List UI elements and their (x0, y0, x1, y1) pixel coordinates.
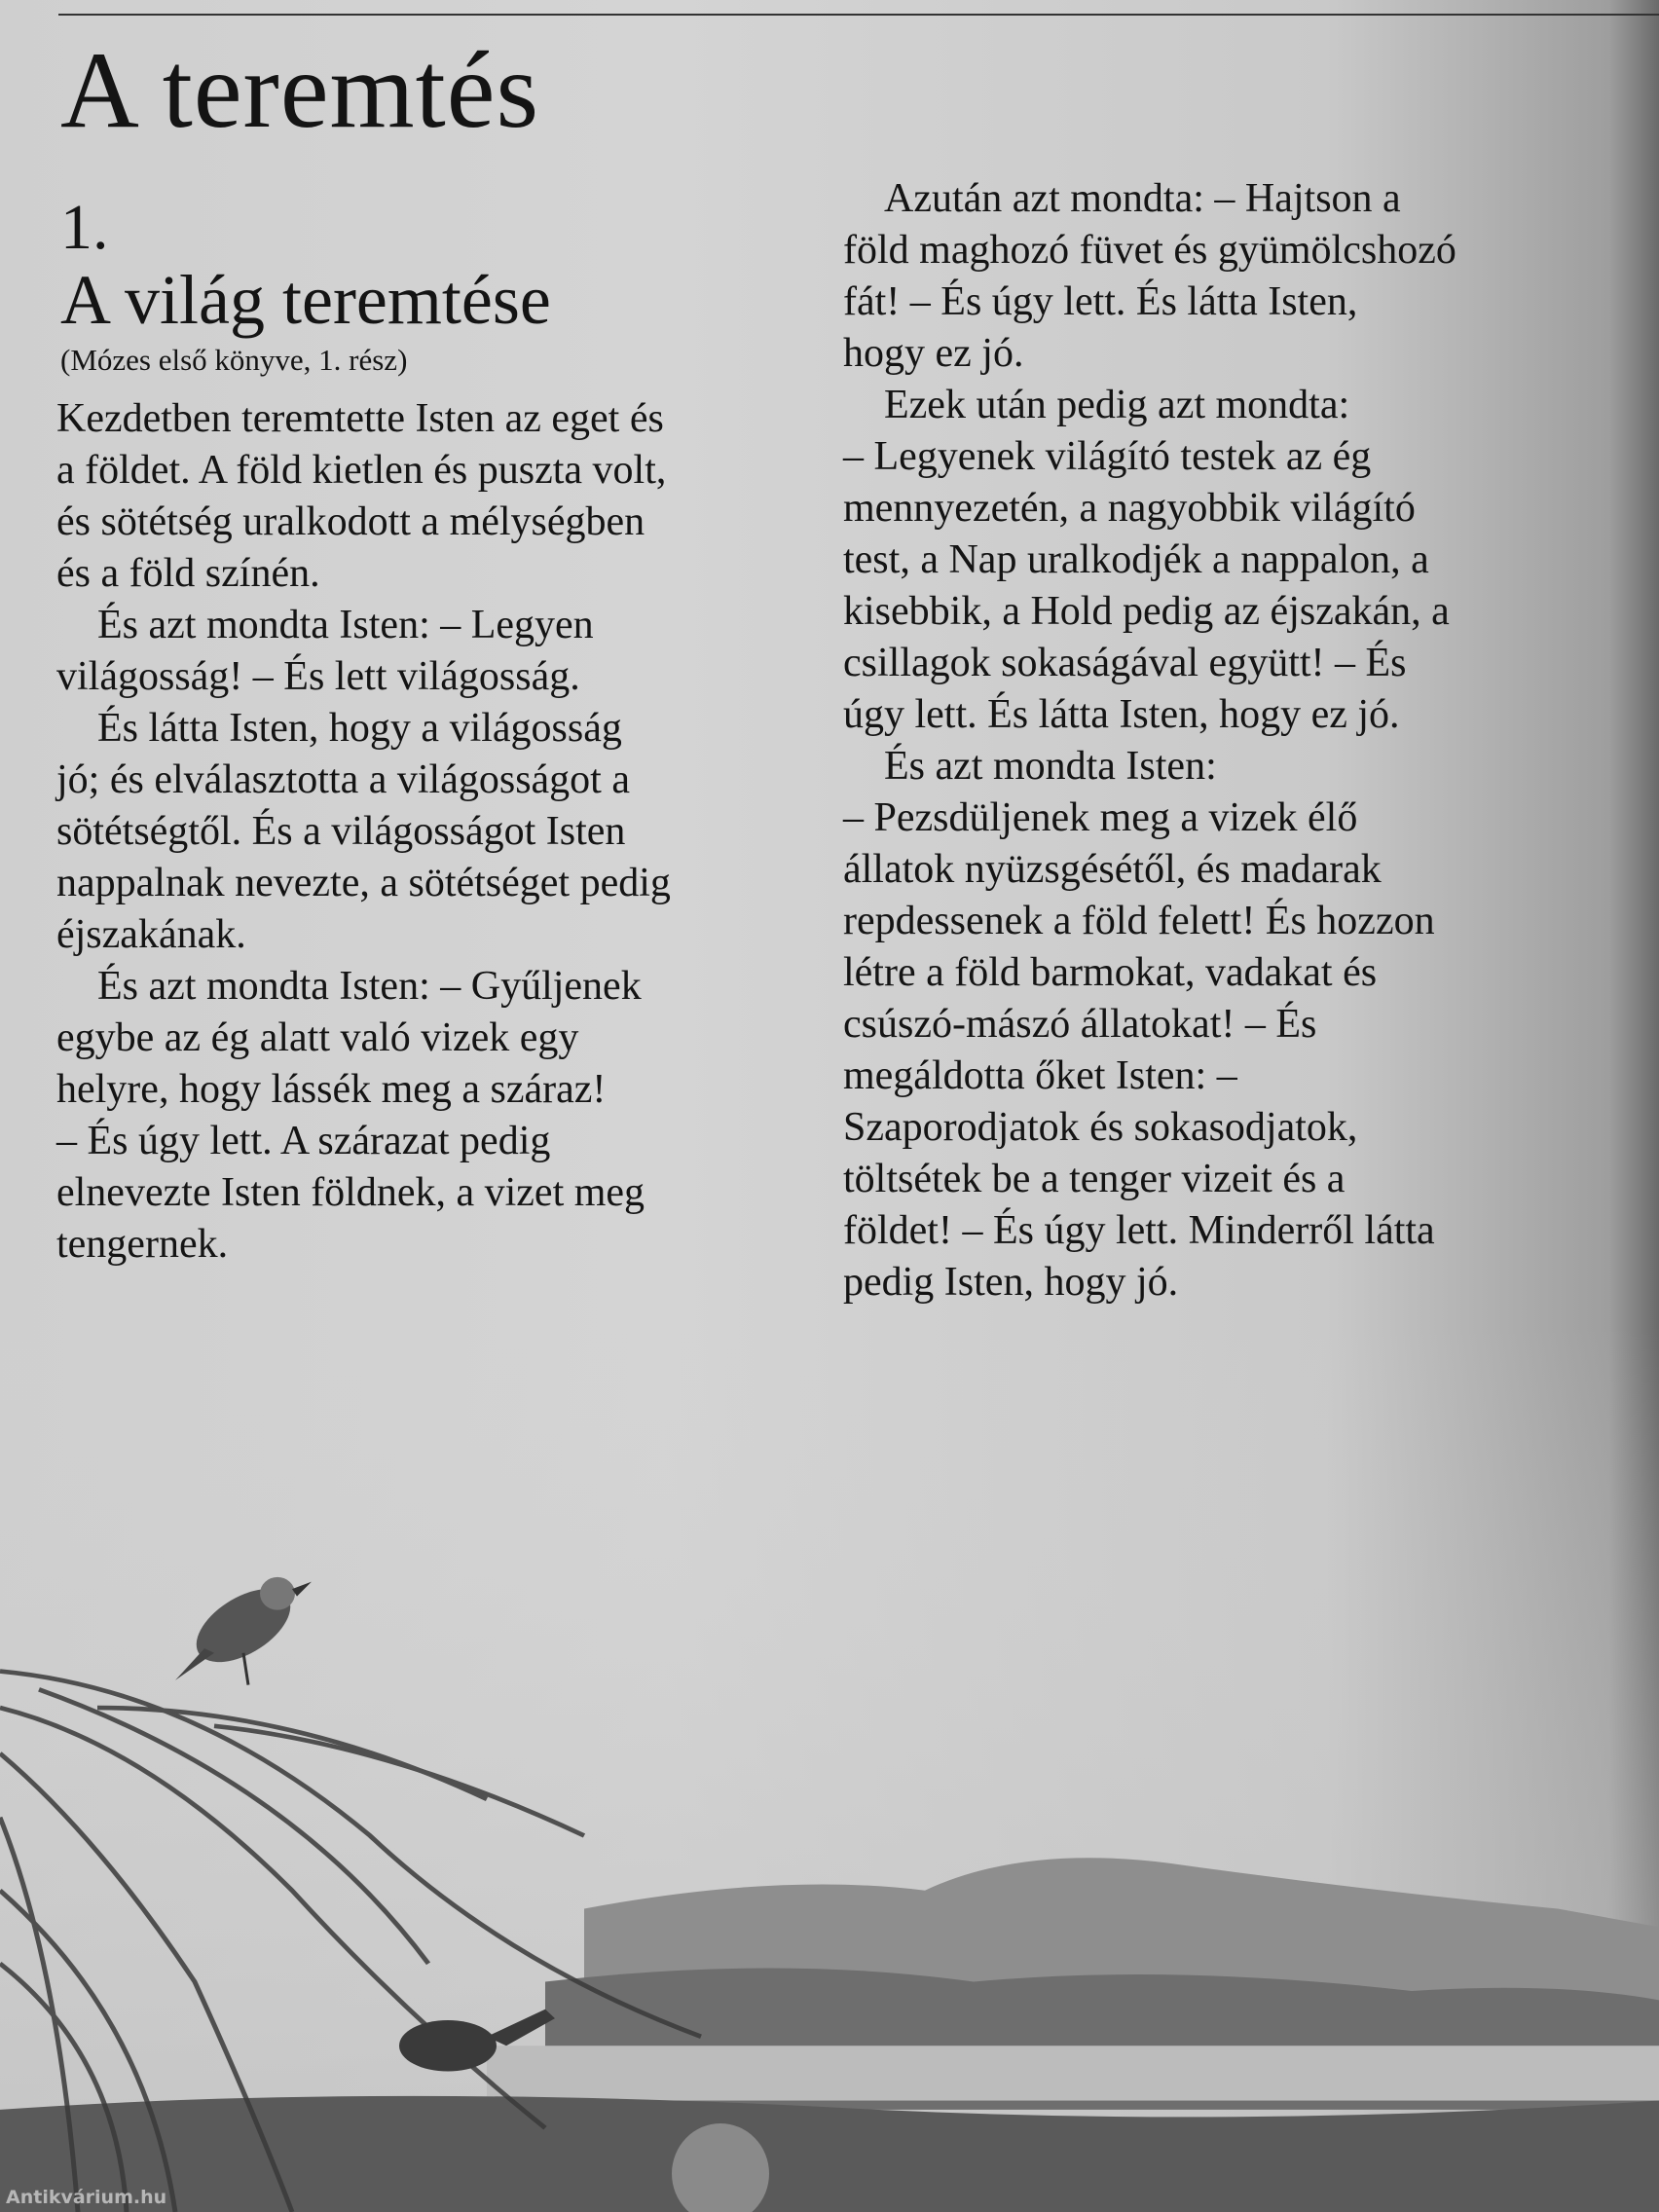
text-line: Szaporodjatok és sokasodjatok, (843, 1105, 1358, 1150)
text-line: nappalnak nevezte, a sötétséget pedig (56, 861, 671, 905)
text-line: – És úgy lett. A szárazat pedig (56, 1119, 551, 1163)
text-line: – Legyenek világító testek az ég (843, 434, 1372, 479)
text-line: állatok nyüzsgésétől, és madarak (843, 847, 1382, 892)
text-line: elnevezte Isten földnek, a vizet meg (56, 1170, 645, 1215)
text-line: töltsétek be a tenger vizeit és a (843, 1157, 1346, 1201)
text-line: megáldotta őket Isten: – (843, 1053, 1237, 1098)
text-line: és sötétség uralkodott a mélységben (56, 499, 645, 544)
text-line: tengernek. (56, 1222, 229, 1267)
text-line: És azt mondta Isten: – Legyen (97, 603, 594, 647)
watermark: Antikvárium.hu (6, 2187, 167, 2208)
water (487, 2046, 1659, 2100)
text-line: Azután azt mondta: – Hajtson a (884, 176, 1401, 221)
text-line: test, a Nap uralkodjék a nappalon, a (843, 537, 1429, 582)
text-line: csúszó-mászó állatokat! – És (843, 1002, 1317, 1047)
text-line: helyre, hogy lássék meg a száraz! (56, 1067, 607, 1112)
text-line: éjszakának. (56, 912, 246, 957)
text-line: Kezdetben teremtette Isten az eget és (56, 396, 664, 441)
text-line: sötétségtől. És a világosságot Isten (56, 809, 626, 854)
text-line: pedig Isten, hogy jó. (843, 1260, 1179, 1305)
text-line: kisebbik, a Hold pedig az éjszakán, a (843, 589, 1450, 634)
text-line: világosság! – És lett világosság. (56, 654, 580, 699)
chapter-source: (Mózes első könyve, 1. rész) (60, 343, 408, 377)
text-line: – Pezsdüljenek meg a vizek élő (843, 795, 1358, 840)
text-line: hogy ez jó. (843, 331, 1024, 376)
text-line: egybe az ég alatt való vizek egy (56, 1015, 579, 1060)
left-text-column (56, 393, 796, 1271)
chapter-number: 1. (60, 192, 109, 263)
text-line: és a föld színén. (56, 551, 320, 596)
page-title: A teremtés (60, 30, 540, 151)
text-line: És azt mondta Isten: – Gyűljenek (97, 964, 642, 1009)
text-line: fát! – És úgy lett. És látta Isten, (843, 279, 1358, 324)
text-line: Ezek után pedig azt mondta: (884, 383, 1350, 427)
text-line: repdessenek a föld felett! És hozzon (843, 899, 1435, 943)
text-line: mennyezetén, a nagyobbik világító (843, 486, 1416, 531)
text-line: föld maghozó füvet és gyümölcshozó (843, 228, 1456, 273)
text-line: jó; és elválasztotta a világosságot a (56, 757, 630, 802)
top-rule (58, 14, 1659, 16)
text-line: létre a föld barmokat, vadakat és (843, 950, 1378, 995)
text-line: a földet. A föld kietlen és puszta volt, (56, 448, 667, 493)
text-line: úgy lett. És látta Isten, hogy ez jó. (843, 692, 1400, 737)
text-line: És látta Isten, hogy a világosság (97, 706, 622, 751)
right-text-column (843, 173, 1612, 1309)
foreground-ground (0, 2096, 1659, 2212)
text-line: csillagok sokaságával együtt! – És (843, 641, 1407, 685)
text-line: És azt mondta Isten: (884, 744, 1217, 789)
text-line: földet! – És úgy lett. Minderről látta (843, 1208, 1435, 1253)
creation-illustration (0, 1324, 1659, 2212)
chapter-title: A világ teremtése (60, 261, 551, 339)
